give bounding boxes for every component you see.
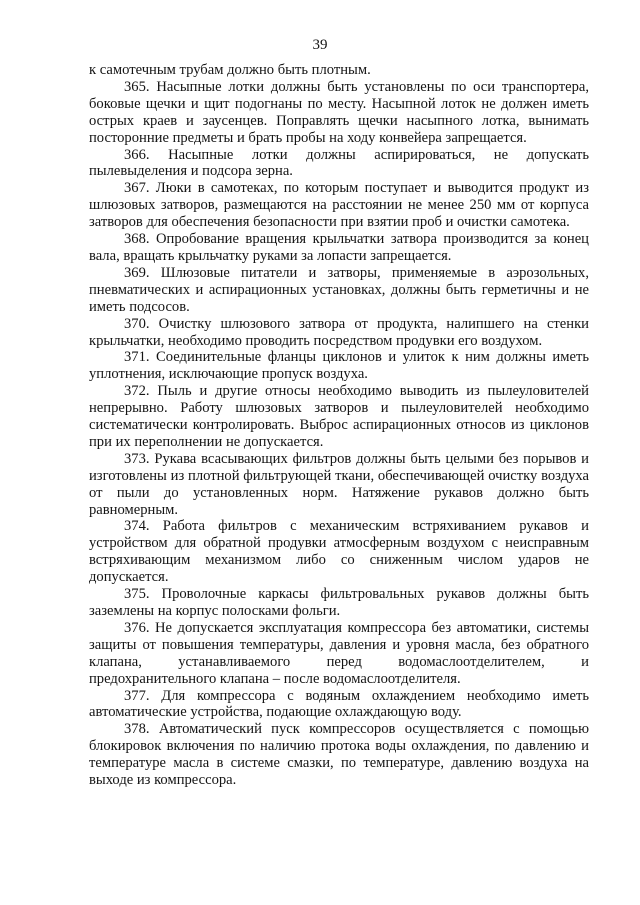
paragraph-374: 374. Работа фильтров с механическим встряхиванием рукавов и устройством для обратной продувки атмосферным воздухом с неисправным встряхивающим механизмом либо со сниженным числом ударов не допускается. (89, 518, 589, 586)
paragraph-366: 366. Насыпные лотки должны аспирироваться, не допускать пылевыделения и подсора зерна. (89, 146, 589, 180)
paragraph-369: 369. Шлюзовые питатели и затворы, применяемые в аэрозольных, пневматических и аспирационных установках, должны быть герметичны и не иметь подсосов. (89, 264, 589, 315)
paragraph-370: 370. Очистку шлюзового затвора от продукта, налипшего на стенки крыльчатки, необходимо проводить посредством продувки его воздухом. (89, 315, 589, 349)
paragraph-372: 372. Пыль и другие относы необходимо выводить из пылеуловителей непрерывно. Работу шлюзовых затворов и пылеуловителей необходимо систематически контролировать. Выброс аспирационных относов из циклонов при их переполнении не допускается. (89, 383, 589, 450)
paragraph-365: 365. Насыпные лотки должны быть установлены по оси транспортера, боковые щечки и щит подогнаны по месту. Насыпной лоток не должен иметь острых краев и заусенцев. Поправлять щечки насыпного лотка, вынимать посторонние предметы и брать пробы на ходу конвейера запрещается. (89, 78, 589, 146)
paragraph-373: 373. Рукава всасывающих фильтров должны быть целыми без порывов и изготовлены из плотной фильтрующей ткани, обеспечивающей очистку воздуха от пыли до установленных норм. Натяжение рукавов должно быть равномерным. (89, 450, 589, 518)
paragraph-368: 368. Опробование вращения крыльчатки затвора производится за конец вала, вращать крыльчатку руками за лопасти запрещается. (89, 231, 589, 264)
paragraph-378: 378. Автоматический пуск компрессоров осуществляется с помощью блокировок включения по наличию протока воды охлаждения, по давлению и температуре масла в системе смазки, по температуре, давлению воздуха на выходе из компрессора. (89, 721, 589, 789)
page-number: 39 (312, 37, 328, 53)
paragraph-377: 377. Для компрессора с водяным охлаждением необходимо иметь автоматические устройства, подающие охлаждающую воду. (89, 687, 589, 721)
paragraph-376: 376. Не допускается эксплуатация компрессора без автоматики, системы защиты от повышения температуры, давления и уровня масла, без обратного клапана, устанавливаемого перед водомаслоотделителем, и предохранительного клапана – после водомаслоотделителя. (89, 619, 589, 687)
paragraph-371: 371. Соединительные фланцы циклонов и улиток к ним должны иметь уплотнения, исключающие пропуск воздуха. (89, 349, 589, 383)
paragraph-continuation: к самотечным трубам должно быть плотным. (89, 62, 371, 78)
paragraph-367: 367. Люки в самотеках, по которым поступает и выводится продукт из шлюзовых затворов, размещаются на расстоянии не менее 250 мм от корпуса затворов для обеспечения безопасности при взятии проб и очистки самотека. (89, 180, 589, 231)
paragraph-375: 375. Проволочные каркасы фильтровальных рукавов должны быть заземлены на корпус полосками фольги. (89, 586, 589, 619)
document-body (89, 62, 589, 789)
